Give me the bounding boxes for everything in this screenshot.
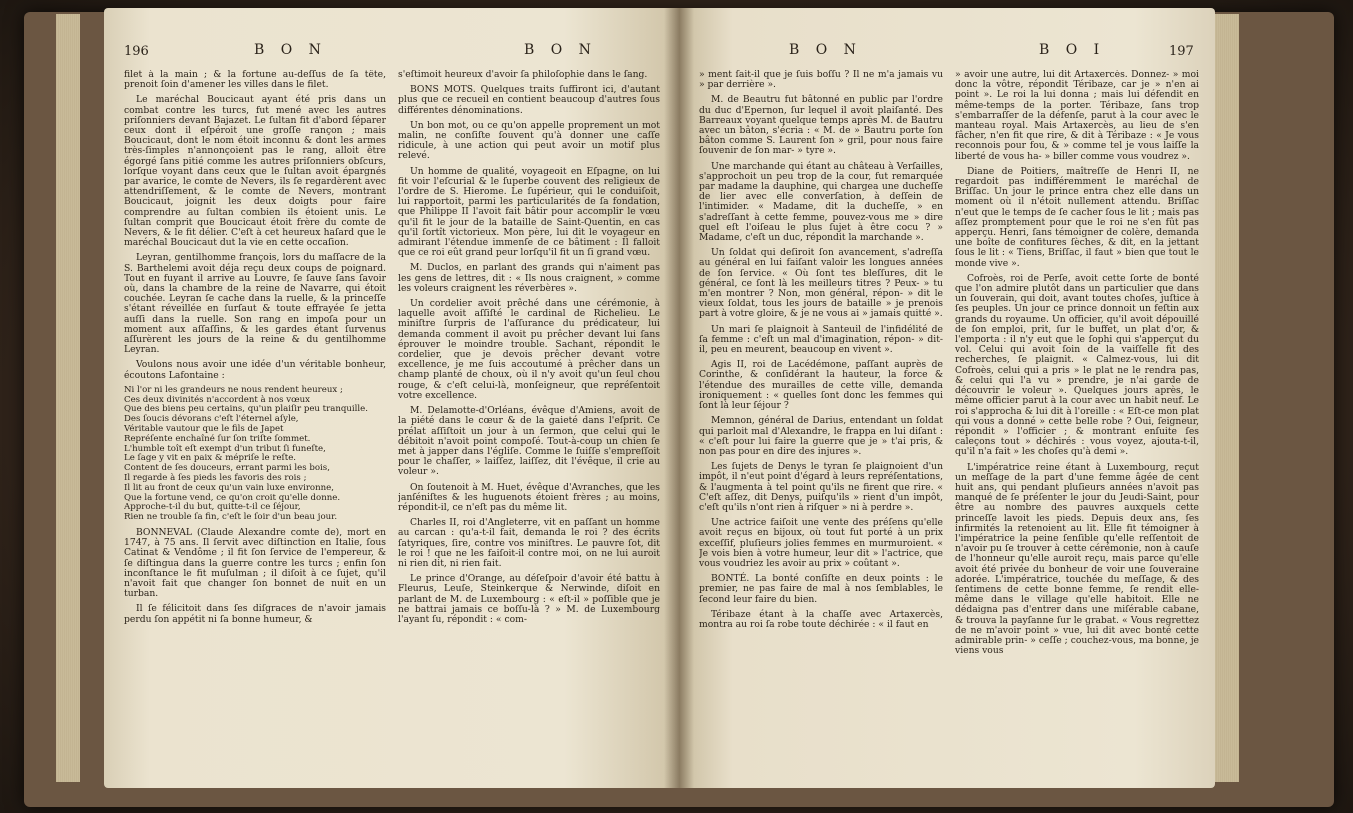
verse-line: Approche-t-il du but, quitte-t-il ce ſéjour, [124,502,301,513]
left-page-column-2 [398,70,660,770]
right-page-column-2 [955,70,1199,770]
right-page [679,8,1215,788]
paragraph: Téribaze étant à la chaſſe avec Artaxercès, montra au roi ſa robe toute déchirée : « il faut en [699,608,943,630]
paragraph: filet à la main ; & la fortune au-deſſus de ſa tête, prenoit ſoin d'amener les villes dans le filet. [124,70,386,91]
verse-line: Content de ſes douceurs, errant parmi les bois, [124,463,330,474]
left-page-header [104,42,679,66]
paragraph: Un bon mot, ou ce qu'on appelle proprement un mot malin, ne conſiſte ſouvent qu'à donner une caſſe ridicule, à une action qui peut avoir un motif plus relevé. [398,119,660,162]
paragraph: Une actrice faiſoit une vente des préſens qu'elle avoit reçus en bijoux, où tout fut porté à un prix exceſſif, pluſieurs jolies femmes en murmuroient. « Je vois bien à votre humeur, leur dit » l'actrice, que vous voudriez les avoir au prix » coûtant ». [699,517,943,569]
paragraph: Un mari ſe plaignoit à Santeuil de l'infidélité de ſa femme : c'eſt un mal d'imagination, répon- » dit-il, peu en meurent, beaucoup en vivent ». [699,323,943,356]
right-page-column-1 [699,70,943,770]
paragraph: Voulons nous avoir une idée d'un véritable bonheur, écoutons Lafontaine : [124,359,386,381]
paragraph: M. Delamotte-d'Orléans, évêque d'Amiens, avoit de la piété dans le cœur & de la gaieté dans l'eſprit. Ce prélat aſſiſtoit un jour à un ſermon, que celui qui le débitoit n'avoit point compoſé. Tout-à-coup un chien ſe met à japper dans l'égliſe. Comme le ſuiſſe s'empreſſoit pour le chaſſer, » laiſſez, laiſſez, dit l'évêque, il crie au voleur ». [398,405,660,478]
running-head: B O N [524,42,597,58]
paragraph: L'impératrice reine étant à Luxembourg, reçut un meſſage de la part d'une femme âgée de cent huit ans, qui pendant pluſieurs années n'avoit pas manqué de ſe préſenter le jour du Jeudi-Saint, pour être au nombre des pauvres auxquels cette princeſſe lavoit les pieds. Depuis deux ans, ſes infirmités la retenoient au lit. Elle fit témoigner à l'impératrice la peine ſenſible qu'elle reſſentoit de n'avoir pu ſe trouver à cette cérémonie, non à cauſe de l'honneur qu'elle auroit reçu, mais parce qu'elle avoit été privée du bonheur de voir une ſouveraine adorée. L'impératrice, touchée du meſſage, & des ſentimens de cette bonne femme, ſe rendit elle-même dans le village qu'elle habitoit. Elle ne dédaigna pas d'entrer dans une miſérable cabane, & trouva la payſanne ſur le grabat. « Vous regrettez de ne m'avoir point » vue, lui dit avec bonté cette admirable prin- » ceſſe ; couchez-vous, ma bonne, je viens vous [955,461,1199,657]
paragraph: Un ſoldat qui deſiroit ſon avancement, s'adreſſa au général en lui faiſant valoir les longues années de ſon ſervice. « Où ſont tes bleſſures, dit le général, ce ſont là les meilleurs titres ? Peux- » tu m'en montrer ? Non, mon général, répon- » dit le vieux ſoldat, tous les jours de bataille » je prenois part à votre gloire, & je ne vous ai » jamais quitté ». [699,247,943,320]
paragraph: Le maréchal Boucicaut ayant été pris dans un combat contre les turcs, fut mené avec les autres priſonniers devant Bajazet. Le ſultan fit d'abord ſéparer ceux dont il eſpéroit une groſſe rançon ; mais Boucicaut, dont le nom étoit inconnu & dont les armes très-ſimples n'annonçoient pas le rang, alloit être égorgé ſans pitié comme les autres priſonniers obſcurs, lorſque voyant dans ceux que le ſultan avoit épargnés par avarice, le comte de Nevers, ils ſe regardèrent avec attendriſſement, & le comte de Nevers, montrant Boucicaut, joignit les deux doigts pour faire comprendre au ſultan combien ils étoient unis. Le ſultan comprit que Boucicaut étoit frère du comte de Nevers, & le fit délier. C'eſt à cet heureux haſard que le maréchal Boucicaut dut la vie en cette occaſion. [124,94,386,249]
verse-line: Ces deux divinités n'accordent à nos vœux [124,394,310,405]
paragraph: Les ſujets de Denys le tyran ſe plaignoient d'un impôt, il n'eut point d'égard à leurs repréſentations, & l'augmenta à tel point qu'ils ne firent que rire. « C'eſt aſſez, dit Denys, puiſqu'ils » rient d'un impôt, c'eſt qu'ils n'ont rien à riſquer » ni à perdre ». [699,461,943,513]
paragraph: M. Duclos, en parlant des grands qui n'aiment pas les gens de lettres, dit : « Ils nous craignent, » comme les voleurs craignent les réverbères ». [398,262,660,294]
verse-line: Il lit au front de ceux qu'un vain luxe environne, [124,482,334,493]
page-edges-left [56,14,80,782]
left-page-column-1 [124,70,386,770]
paragraph: M. de Beautru fut bâtonné en public par l'ordre du duc d'Epernon, ſur lequel il avoit plaiſanté. Des Barreaux voyant quelque temps après M. de Bautru avec un bâton, s'écria : « M. de » Bautru porte ſon bâton comme S. Laurent ſon » gril, pour nous faire ſouvenir de ſon mar- » tyre ». [699,94,943,157]
paragraph: Cofroès, roi de Perſe, avoit cette ſorte de bonté que l'on admire plutôt dans un particulier que dans un ſouverain, qui doit, avant toutes choſes, juſtice à ſes peuples. Un jour ce prince donnoit un feſtin aux grands du royaume. Un officier, qu'il avoit dépouillé de ſon emploi, prit, ſur le buffet, un plat d'or, & l'emporta : il n'y eut que le ſophi qui s'apperçut du vol. Celui qui avoit ſoin de la vaiſſelle fit des recherches, ſe plaignit. « Calmez-vous, lui dit Cofroès, celui qui a pris » le plat ne le rendra pas, & celui qui l'a vu » prendre, je n'ai garde de découvrir le voleur ». Quelques jours après, le même officier parut à la cour avec un habit neuf. Le roi s'approcha & lui dit à l'oreille : « Eſt-ce mon plat qui vous a donné » cette belle robe ? Oui, ſeigneur, répondit » l'officier ; & montrant enſuite ſes caleçons tout » déchirés : vous voyez, ajouta-t-il, qu'il n'a fait » les choſes qu'à demi ». [955,272,1199,458]
page-number: 197 [1169,44,1194,59]
verse-line: Rien ne trouble ſa fin, c'eſt le ſoir d'un beau jour. [124,512,338,523]
paragraph: s'eſtimoit heureux d'avoir ſa philoſophie dans le ſang. [398,70,648,80]
verse-line: Que la fortune vend, ce qu'on croit qu'elle donne. [124,492,341,503]
verse-line: Véritable vautour que le fils de Japet [124,424,284,435]
paragraph: BONS MOTS. Quelques traits ſuffiront ici, d'autant plus que ce recueil en contient beaucoup d'autres ſous différentes dénominations. [398,84,660,116]
right-page-header [679,42,1215,66]
paragraph: Charles II, roi d'Angleterre, vit en paſſant un homme au carcan : qu'a-t-il fait, demanda le roi ? des écrits ſatyriques, ſire, contre vos miniſtres. Le pauvre ſot, dit le roi ! que ne les faiſoit-il contre moi, on ne lui auroit ni rien dit, ni rien fait. [398,517,660,569]
verse-line: Il regarde à ſes pieds les favoris des rois ; [124,473,307,484]
verse-line: Que des biens peu certains, qu'un plaiſir peu tranquille. [124,404,368,415]
verse-line: Repréſente enchaîné ſur ſon triſte ſommet. [124,433,311,444]
paragraph: BONTÉ. La bonté conſiſte en deux points : le premier, ne pas faire de mal à nos ſemblables, le ſecond leur faire du bien. [699,573,943,605]
verse-line: Ni l'or ni les grandeurs ne nous rendent heureux ; [124,384,343,395]
paragraph: BONNEVAL (Claude Alexandre comte de), mort en 1747, à 75 ans. Il ſervit avec diſtinction en Italie, ſous Catinat & Vendôme ; il fit ſon ſervice de l'empereur, & ſe diſtingua dans la guerre contre les turcs ; enfin ſon inconſtance le fit muſulman ; il diſoit à ce ſujet, qu'il n'avoit fait que changer ſon bonnet de nuit en un turban. [124,527,386,600]
paragraph: Un cordelier avoit prêché dans une cérémonie, à laquelle avoit aſſiſté le cardinal de Richelieu. Le miniſtre ſurpris de l'aſſurance du prédicateur, lui demanda comment il avoit pu prêcher devant lui ſans éprouver le moindre trouble. Sachant, répondit le cordelier, que je devois prêcher devant votre excellence, je me ſuis accoutumé à prêcher dans un champ planté de choux, où il n'y avoit qu'un ſeul chou rouge, & c'eſt celui-là, monſeigneur, que repréſentoit votre excellence. [398,298,660,401]
left-page [104,8,679,788]
running-head: B O N [789,42,862,58]
paragraph: » ment ſait-il que je ſuis boſſu ? Il ne m'a jamais vu » par derrière ». [699,70,943,91]
paragraph: Il ſe félicitoit dans ſes diſgraces de n'avoir jamais perdu ſon appétit ni ſa bonne humeur, & [124,603,386,625]
page-edges-right [1215,14,1239,782]
paragraph: Une marchande qui étant au château à Verſailles, s'approchoit un peu trop de la cour, fut remarquée par madame la dauphine, qui chargea une ducheſſe de lier avec elle converſation, à deſſein de l'intimider. « Madame, dit la ducheſſe, » en s'adreſſant à cette femme, pouvez-vous me » dire quel eſt l'oiſeau le plus ſujet à être cocu ? » Madame, c'eſt un duc, répondit la marchande ». [699,160,943,244]
verse-line: Des ſoucis dévorans c'eſt l'éternel aſyle, [124,414,299,425]
running-head: B O I [1039,42,1106,58]
page-number: 196 [124,44,149,59]
paragraph: Un homme de qualité, voyageoit en Eſpagne, on lui fit voir l'eſcurial & le ſuperbe couvent des religieux de l'ordre de S. Hierome. Le ſupérieur, qui le conduiſoit, lui rapportoit, parmi les particularités de ſa fondation, que Philippe II l'avoit fait bâtir pour accomplir le vœu qu'il fit le jour de la bataille de Saint-Quentin, en cas qu'il ſortît victorieux. Mon père, lui dit le voyageur en admirant l'étendue immenſe de ce bâtiment : Il falloit que ce roi eût grand peur lorſqu'il fit un ſi grand vœu. [398,165,660,259]
paragraph: Leyran, gentilhomme françois, lors du maſſacre de la S. Barthelemi avoit déja reçu deux coups de poignard. Tout en fuyant il arrive au Louvre, ſe ſauve ſans ſavoir où, dans la chambre de la reine de Navarre, qui étoit couchée. Leyran ſe cache dans la ruelle, & la princeſſe s'étant réveillée en ſurſaut & toute effrayée ſe jetta auſſi dans la ruelle. Son rang en impoſa pour un moment aux aſſaſſins, & les gardes étant ſurvenus aſſurèrent les jours de la reine & du gentilhomme Leyran. [124,252,386,356]
verse-block [124,386,386,523]
paragraph: Diane de Poitiers, maîtreſſe de Henri II, ne regardoit pas indifféremment le maréchal de Briſſac. Un jour le prince entra chez elle dans un moment où il n'étoit nullement attendu. Briſſac n'eut que le temps de ſe cacher ſous le lit ; mais pas aſſez promptement pour que le roi ne s'en fût pas apperçu. Henri, ſans témoigner de colère, demanda une boîte de confitures ſèches, & dit, en la jettant ſous le lit : « Tiens, Briſſac, il faut » bien que tout le monde vive ». [955,165,1199,269]
verse-line: Le ſage y vit en paix & mépriſe le reſte. [124,453,297,464]
paragraph: On ſoutenoit à M. Huet, évêque d'Avranches, que les janſéniſtes & les huguenots étoient frères ; au moins, répondit-il, ce n'eſt pas du même lit. [398,481,660,513]
paragraph: » avoir une autre, lui dit Artaxercès. Donnez- » moi donc la vôtre, répondit Téribaze, car je » n'en ai point ». Le roi la lui donna ; mais lui défendit en même-temps de la porter. Téribaze, ſans trop s'embarraſſer de la défenſe, parut à la cour avec le manteau royal. Mais Artaxercès, au lieu de s'en fâcher, n'en fit que rire, & dit à Téribaze : « Je vous reconnois pour fou, & » comme tel je vous laiſſe la liberté de vous ha- » biller comme vous voudrez ». [955,70,1199,162]
paragraph: Memnon, général de Darius, entendant un ſoldat qui parloit mal d'Alexandre, le frappa en lui diſant : « c'eſt pour lui faire la guerre que je » t'ai pris, & non pas pour en dire des injures ». [699,415,943,457]
verse-line: L'humble toît eſt exempt d'un tribut ſi funeſte, [124,443,326,454]
paragraph: Agis II, roi de Lacédémone, paſſant auprès de Corinthe, & conſidérant la hauteur, la force & l'étendue des murailles de cette ville, demanda ironiquement : « quelles ſont donc les femmes qui ſont là leur ſéjour ? [699,359,943,412]
running-head: B O N [254,42,327,58]
paragraph: Le prince d'Orange, au déſeſpoir d'avoir été battu à Fleurus, Leuſe, Steinkerque & Nerwinde, diſoit en parlant de M. de Luxembourg : « eſt-il » poſſible que je ne battrai jamais ce boſſu-là ? » M. de Luxembourg l'ayant ſu, répondit : « com- [398,573,660,625]
